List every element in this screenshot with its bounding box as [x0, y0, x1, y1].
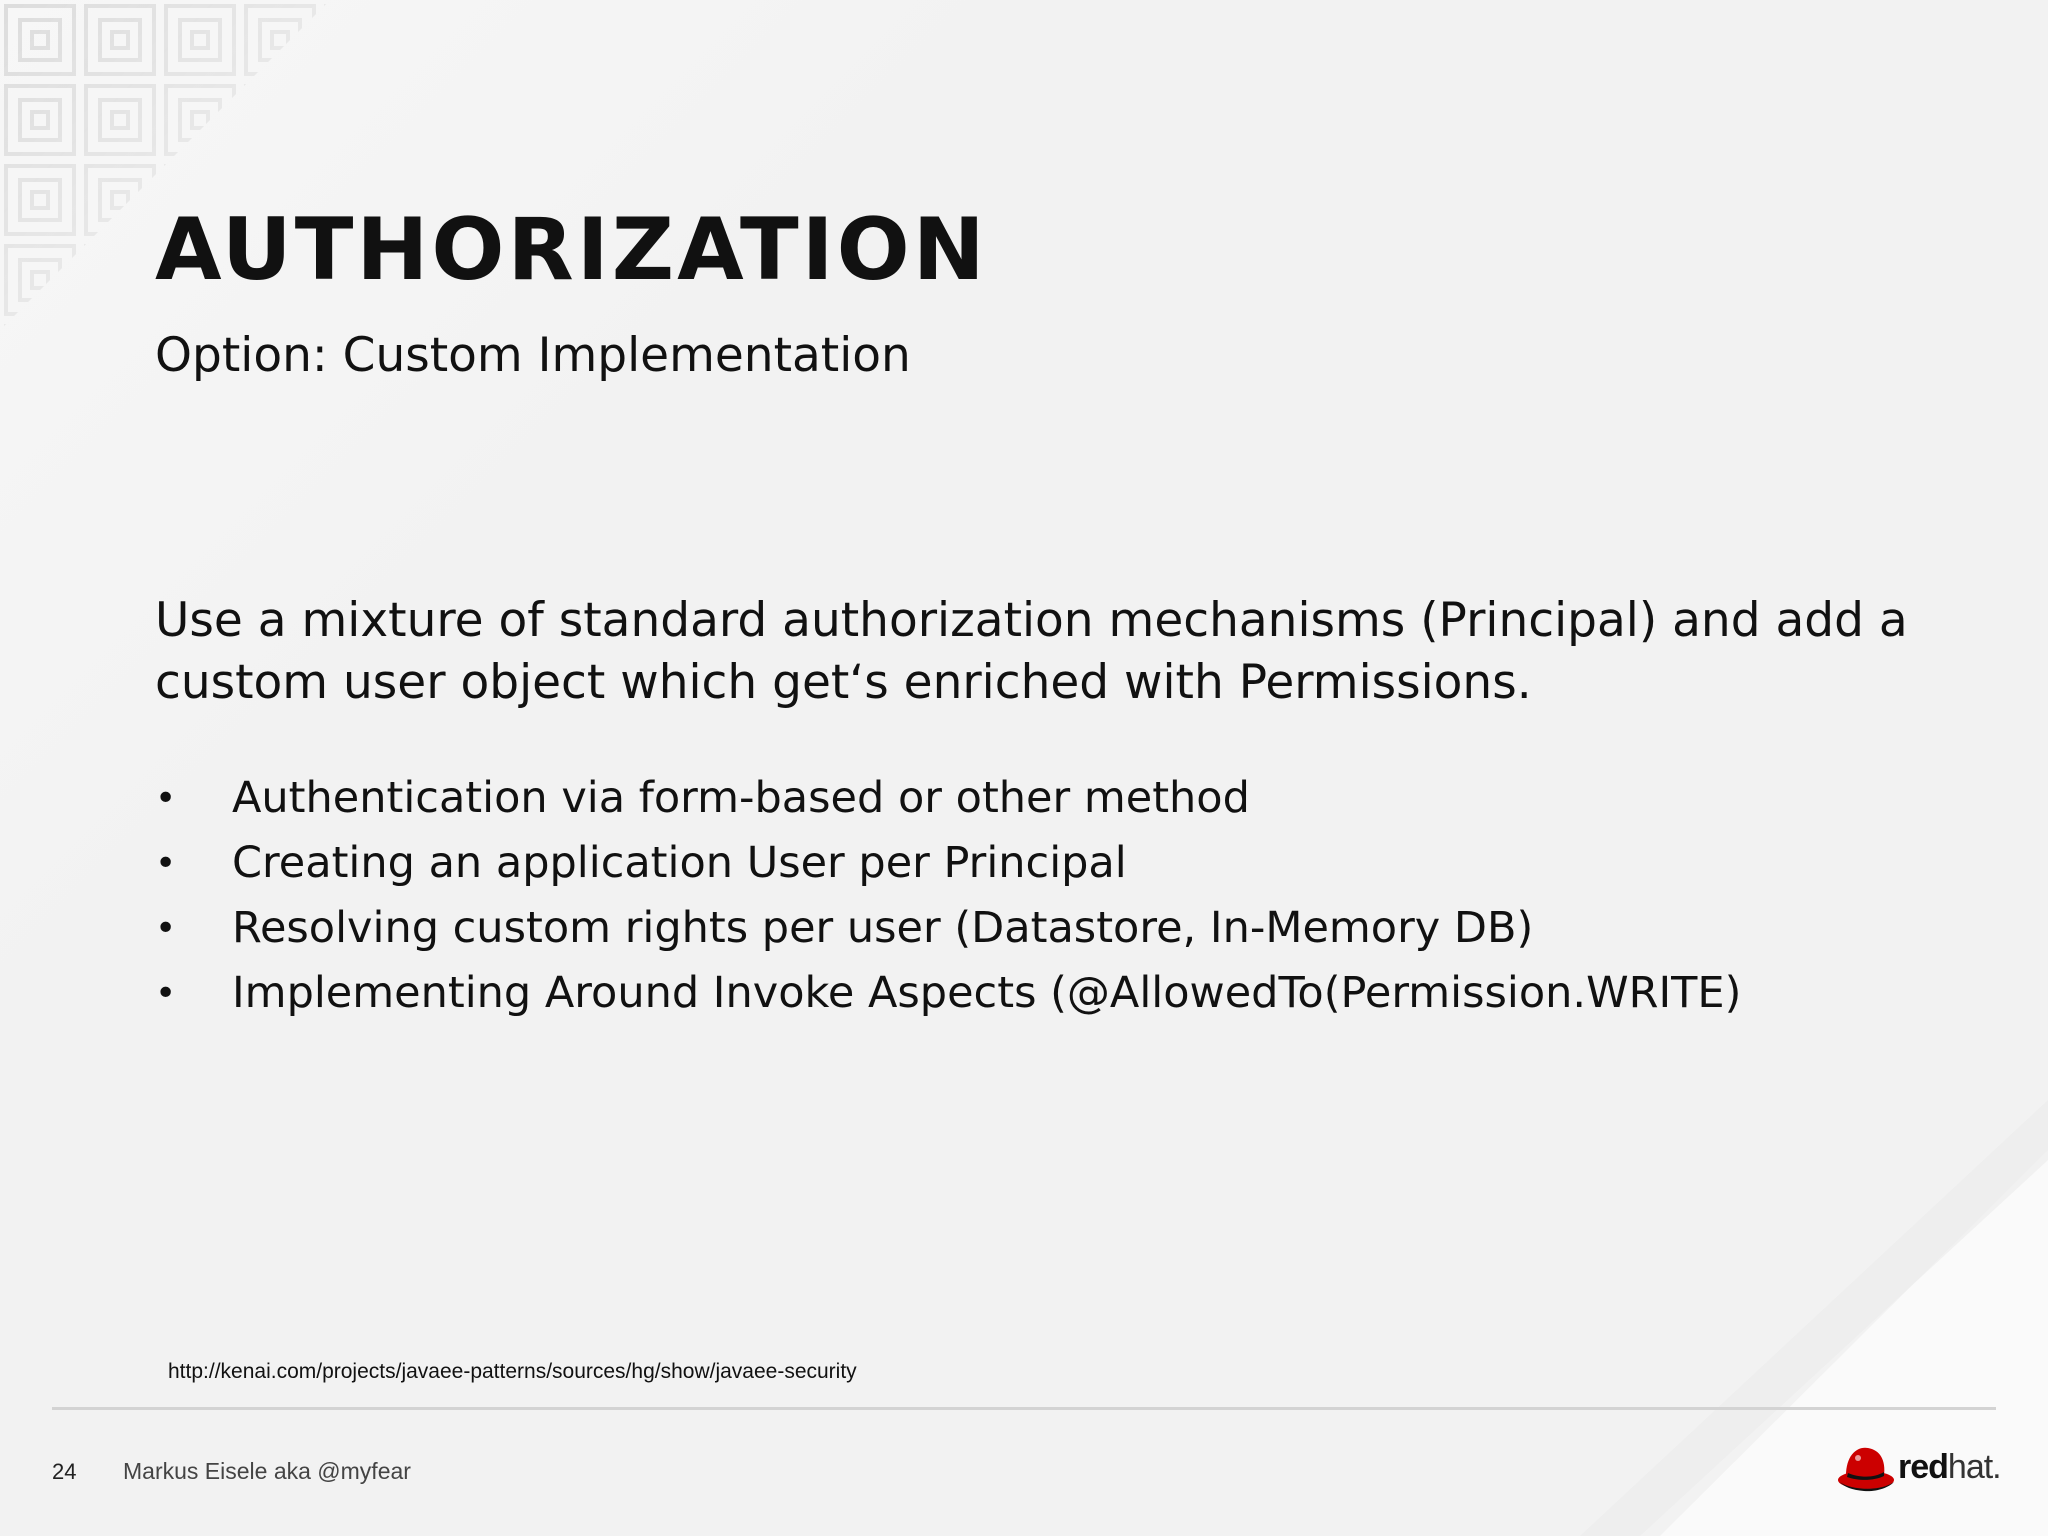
bullet-dot: • — [155, 973, 177, 1014]
bullet-dot: • — [155, 843, 177, 884]
bullet-dot: • — [155, 778, 177, 819]
redhat-wordmark — [1898, 1448, 2001, 1487]
bullet-item — [155, 766, 1741, 831]
slide-subtitle: Option: Custom Implementation — [155, 328, 911, 383]
bullet-text: Resolving custom rights per user (Datastore, In-Memory DB) — [232, 903, 1534, 953]
source-link[interactable]: http://kenai.com/projects/javaee-patterns/sources/hg/show/javaee-security — [168, 1360, 857, 1383]
redhat-hat-icon — [1836, 1440, 1896, 1496]
logo-text-hat: hat. — [1947, 1448, 2001, 1486]
page-number: 24 — [52, 1459, 77, 1484]
intro-paragraph: Use a mixture of standard authorization mechanisms (Principal) and add a custom user object which get‘s enriched with Permissions. — [155, 593, 1908, 710]
footer-author: Markus Eisele aka @myfear — [123, 1458, 411, 1484]
redhat-logo — [1836, 1440, 2000, 1496]
slide-title: AUTHORIZATION — [155, 200, 988, 300]
bullet-item — [155, 896, 1741, 961]
bullet-text: Implementing Around Invoke Aspects (@AllowedTo(Permission.WRITE) — [232, 968, 1742, 1018]
bullet-item — [155, 831, 1741, 896]
footer-divider — [52, 1407, 1996, 1410]
bullet-text: Authentication via form-based or other method — [232, 773, 1250, 823]
logo-text-red: red — [1898, 1448, 1948, 1486]
bullet-dot: • — [155, 908, 177, 949]
bullet-list — [155, 766, 1741, 1026]
bullet-text: Creating an application User per Principal — [232, 838, 1127, 888]
bullet-item — [155, 961, 1741, 1026]
